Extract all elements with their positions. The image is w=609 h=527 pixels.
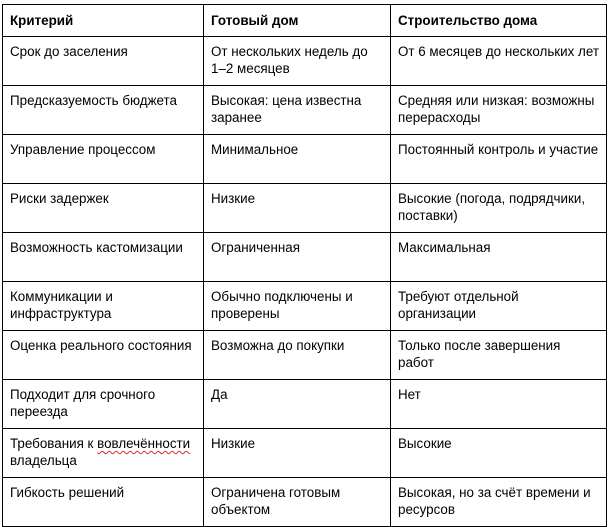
- cell-criterion: Гибкость решений: [3, 478, 204, 527]
- comparison-table: [2, 4, 607, 527]
- cell-construction: Максимальная: [391, 233, 607, 282]
- table-header-row: [3, 5, 607, 37]
- table-row: [3, 380, 607, 429]
- table-row: [3, 331, 607, 380]
- cell-ready-house: Да: [204, 380, 391, 429]
- table-row: [3, 478, 607, 527]
- cell-construction: Только после завершения работ: [391, 331, 607, 380]
- cell-criterion: Управление процессом: [3, 135, 204, 184]
- cell-criterion: Коммуникации и инфраструктура: [3, 282, 204, 331]
- cell-construction: Высокие (погода, подрядчики, поставки): [391, 184, 607, 233]
- cell-construction: Высокая, но за счёт времени и ресурсов: [391, 478, 607, 527]
- cell-construction: Средняя или низкая: возможны перерасходы: [391, 86, 607, 135]
- cell-ready-house: Возможна до покупки: [204, 331, 391, 380]
- cell-ready-house: Ограниченная: [204, 233, 391, 282]
- cell-ready-house: Минимальное: [204, 135, 391, 184]
- spellcheck-word: вовлечённости: [97, 436, 191, 451]
- cell-criterion: Предсказуемость бюджета: [3, 86, 204, 135]
- table-row: [3, 282, 607, 331]
- table-row: [3, 135, 607, 184]
- table-row: [3, 37, 607, 86]
- cell-ready-house: Обычно подключены и проверены: [204, 282, 391, 331]
- cell-ready-house: Высокая: цена известна заранее: [204, 86, 391, 135]
- table-row: [3, 184, 607, 233]
- cell-construction: Постоянный контроль и участие: [391, 135, 607, 184]
- cell-criterion: Подходит для срочного переезда: [3, 380, 204, 429]
- cell-criterion: Риски задержек: [3, 184, 204, 233]
- cell-ready-house: Низкие: [204, 429, 391, 478]
- cell-criterion: Оценка реального состояния: [3, 331, 204, 380]
- cell-ready-house: От нескольких недель до 1–2 месяцев: [204, 37, 391, 86]
- table-body: [3, 37, 607, 527]
- cell-criterion: Срок до заселения: [3, 37, 204, 86]
- header-criterion: Критерий: [3, 5, 204, 37]
- cell-ready-house: Низкие: [204, 184, 391, 233]
- header-ready-house: Готовый дом: [204, 5, 391, 37]
- cell-criterion: Возможность кастомизации: [3, 233, 204, 282]
- header-construction: Строительство дома: [391, 5, 607, 37]
- table-row: [3, 233, 607, 282]
- table-row: [3, 429, 607, 478]
- cell-construction: Нет: [391, 380, 607, 429]
- cell-construction: Высокие: [391, 429, 607, 478]
- cell-construction: От 6 месяцев до нескольких лет: [391, 37, 607, 86]
- table-row: [3, 86, 607, 135]
- cell-ready-house: Ограничена готовым объектом: [204, 478, 391, 527]
- cell-criterion: Требования к вовлечённости владельца: [3, 429, 204, 478]
- cell-construction: Требуют отдельной организации: [391, 282, 607, 331]
